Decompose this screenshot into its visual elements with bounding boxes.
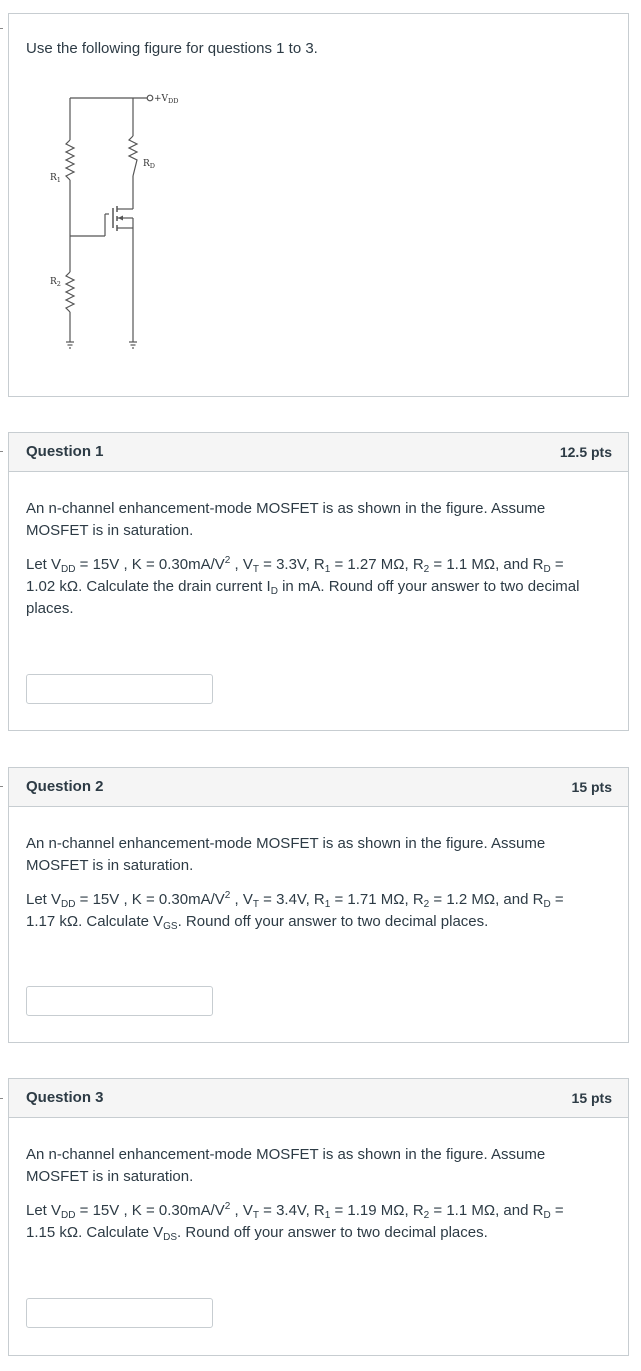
answer-input[interactable] bbox=[26, 986, 213, 1016]
mosfet-circuit-diagram bbox=[39, 90, 209, 360]
question-title: Question 1 bbox=[26, 443, 104, 460]
question-header bbox=[9, 1079, 628, 1118]
rd-label: R bbox=[143, 159, 150, 169]
r2-subscript: 2 bbox=[56, 280, 61, 288]
question-title: Question 3 bbox=[26, 1089, 104, 1106]
answer-input[interactable] bbox=[26, 1298, 213, 1328]
question-card bbox=[8, 767, 629, 1043]
svg-text:R2 bbox=[50, 277, 61, 288]
question-body bbox=[9, 1118, 628, 1244]
r2-label: R bbox=[50, 277, 57, 287]
question-intro: An n-channel enhancement-mode MOSFET is as shown in the figure. Assume MOSFET is in saturation. bbox=[26, 835, 546, 874]
left-margin-mark bbox=[0, 28, 3, 29]
vdd-subscript: DD bbox=[168, 97, 179, 105]
left-margin-mark bbox=[0, 451, 3, 452]
left-margin-mark bbox=[0, 786, 3, 787]
question-intro: An n-channel enhancement-mode MOSFET is as shown in the figure. Assume MOSFET is in saturation. bbox=[26, 1146, 546, 1185]
r1-subscript: 1 bbox=[56, 176, 61, 184]
question-title: Question 2 bbox=[26, 778, 104, 795]
question-body bbox=[9, 807, 628, 933]
question-intro: An n-channel enhancement-mode MOSFET is as shown in the figure. Assume MOSFET is in saturation. bbox=[26, 500, 546, 539]
intro-text: Use the following figure for questions 1 to 3. bbox=[26, 40, 318, 57]
question-points: 15 pts bbox=[571, 1090, 612, 1106]
question-points: 12.5 pts bbox=[559, 444, 612, 460]
question-points: 15 pts bbox=[571, 779, 612, 795]
question-givens: Let $V_{DD} = 15V$ , $K = 0.30mA/V^2$ , $V_T = 3.4V$, $R_1 = 1.19$ MΩ, $R_2 = 1.1$ MΩ, and $R_D$ = 1.15 kΩ. Calculate $V_{DS}$. Round off your answer to two decimal places. bbox=[26, 1201, 564, 1243]
figure-card bbox=[8, 13, 629, 397]
question-card bbox=[8, 1078, 629, 1356]
question-body bbox=[9, 472, 628, 620]
left-margin-mark bbox=[0, 1098, 3, 1099]
svg-text:R1 bbox=[50, 173, 61, 184]
question-header bbox=[9, 433, 628, 472]
r1-label: R bbox=[50, 173, 57, 183]
rd-subscript: D bbox=[149, 162, 155, 170]
vdd-label: +V bbox=[154, 94, 169, 104]
question-card bbox=[8, 432, 629, 731]
question-header bbox=[9, 768, 628, 807]
answer-input[interactable] bbox=[26, 674, 213, 704]
svg-text:+VDD bbox=[154, 94, 178, 105]
question-givens: Let $V_{DD} = 15V$ , $K = 0.30mA/V^2$ , $V_T = 3.4V$, $R_1 = 1.71$ MΩ, $R_2 = 1.2$ MΩ, and $R_D$ = 1.17 kΩ. Calculate $V_{GS}$. Round off your answer to two decimal places. bbox=[26, 890, 564, 932]
question-givens: Let $V_{DD} = 15V$ , $K = 0.30mA/V^2$ , $V_T = 3.3V$, $R_1 = 1.27$ MΩ, $R_2 = 1.1$ MΩ, and $R_D$ = 1.02 kΩ. Calculate the drain current $I_D$ in mA. Round off your answer to two decimal places. bbox=[26, 555, 580, 617]
svg-text:RD bbox=[143, 159, 155, 170]
